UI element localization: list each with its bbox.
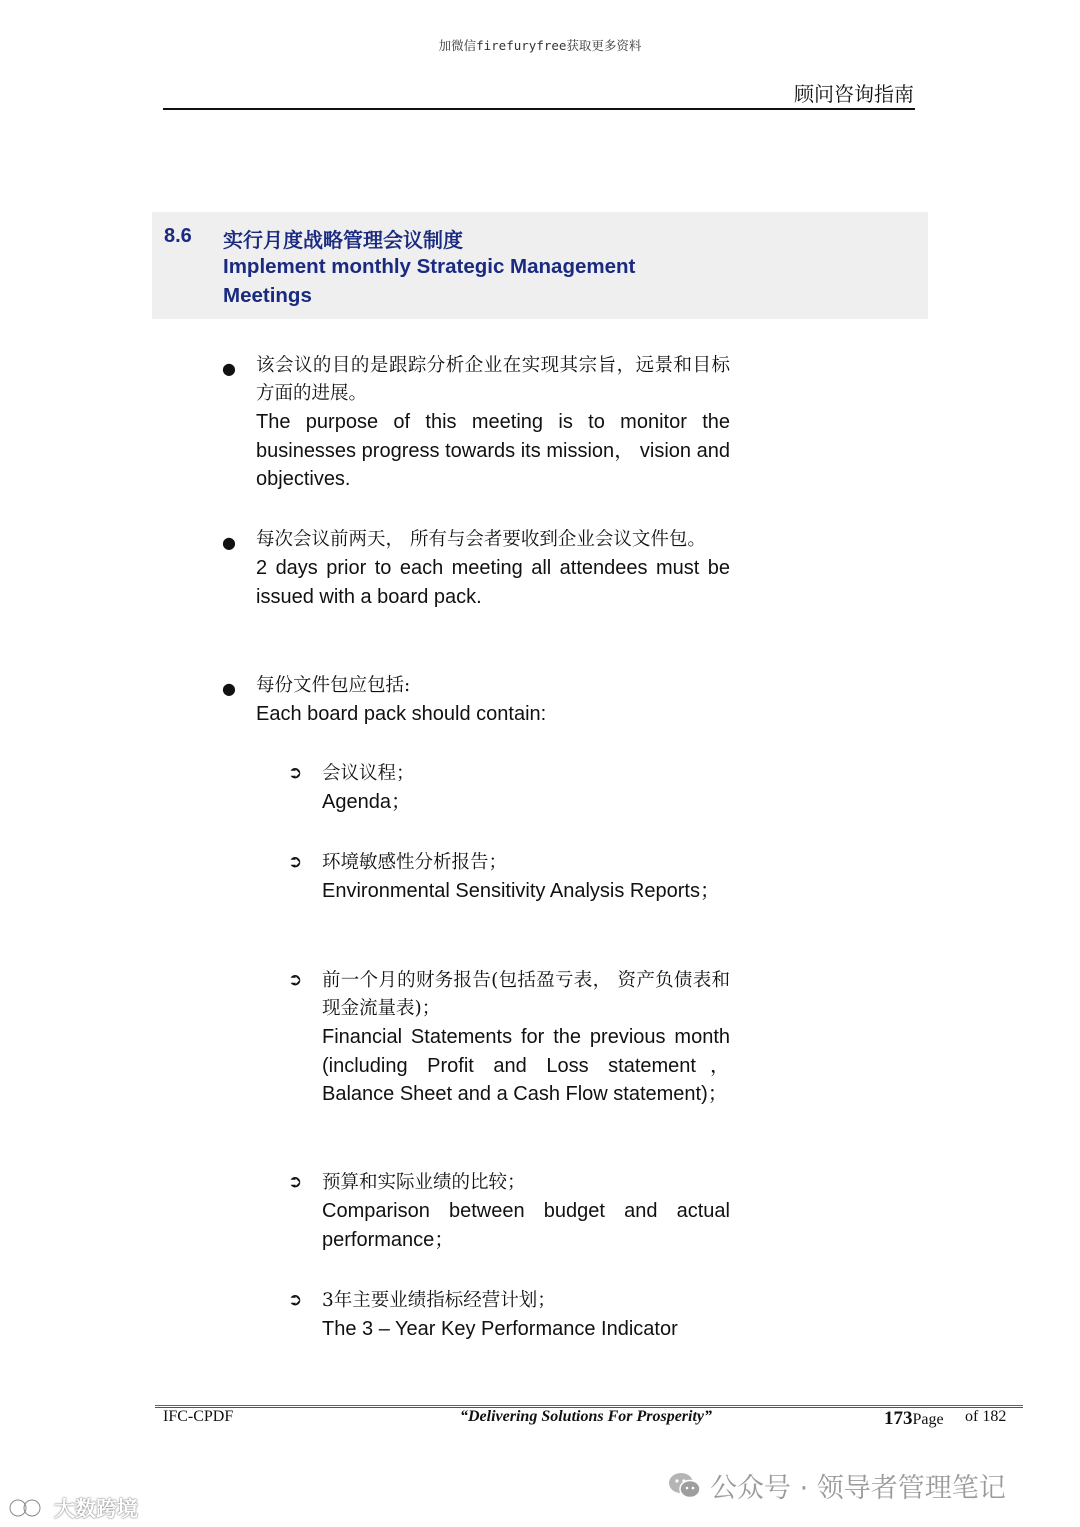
sub-item (322, 1287, 730, 1344)
arrow-right-icon: ➲ (288, 1172, 303, 1192)
sub-item-en: Comparison between budget and actual performance； (322, 1200, 730, 1251)
sub-item-cn: 环境敏感性分析报告； (322, 852, 508, 873)
footer-slogan: “Delivering Solutions For Prosperity” (460, 1408, 713, 1425)
page-total: of 182 (965, 1408, 1007, 1425)
bullet-item (256, 526, 730, 611)
arrow-right-icon: ➲ (288, 1290, 303, 1310)
bullet-dot-icon: ● (222, 359, 236, 378)
wechat-icon (668, 1471, 702, 1501)
arrow-right-icon: ➲ (288, 763, 303, 783)
section-title-cn: 实行月度战略管理会议制度 (223, 228, 463, 252)
footer-page (884, 1408, 944, 1430)
wechat-watermark (668, 1466, 1006, 1505)
bullet-text-cn: 每次会议前两天， 所有与会者要收到企业会议文件包。 (256, 529, 706, 550)
sub-item-cn: 3年主要业绩指标经营计划； (322, 1290, 556, 1311)
arrow-right-icon: ➲ (288, 852, 303, 872)
arrow-right-icon: ➲ (288, 970, 303, 990)
bullet-dot-icon: ● (222, 533, 236, 552)
corner-watermark (8, 1493, 138, 1523)
sub-item-en: Agenda； (322, 791, 411, 813)
brand-logo-icon (8, 1495, 50, 1521)
header-title: 顾问咨询指南 (794, 82, 914, 106)
section-title-en: Implement monthly Strategic Management Meetings (223, 255, 636, 307)
footer-doc-code: IFC-CPDF (163, 1408, 234, 1425)
section-number: 8.6 (164, 225, 192, 247)
bullet-dot-icon: ● (222, 679, 236, 698)
sub-item-cn: 预算和实际业绩的比较； (322, 1172, 526, 1193)
sub-item-cn: 会议议程； (322, 763, 415, 784)
sub-item-en: Environmental Sensitivity Analysis Reports； (322, 880, 720, 902)
page-number: 173 (884, 1408, 913, 1429)
bullet-text-en: The purpose of this meeting is to monitor the businesses progress towards its mission， vision and objectives. (256, 411, 730, 490)
sub-item (322, 849, 730, 906)
corner-label: 大数跨境 (54, 1497, 138, 1521)
top-watermark: 加微信firefuryfree获取更多资料 (438, 38, 642, 53)
bullet-item (256, 672, 730, 729)
sub-item (322, 1169, 730, 1254)
sub-item (322, 760, 730, 817)
sub-item-cn: 前一个月的财务报告(包括盈亏表， 资产负债表和现金流量表)； (322, 970, 730, 1019)
bullet-item (256, 352, 730, 494)
sub-item-en: Financial Statements for the previous month (including Profit and Loss statement， Balance Sheet and a Cash Flow statement)； (322, 1026, 730, 1105)
header-rule (163, 108, 915, 110)
bullet-text-cn: 该会议的目的是跟踪分析企业在实现其宗旨，远景和目标方面的进展。 (256, 355, 730, 404)
sub-item (322, 967, 730, 1109)
bullet-text-cn: 每份文件包应包括: (256, 675, 411, 696)
footer-rule (155, 1405, 1023, 1406)
bullet-text-en: Each board pack should contain: (256, 703, 547, 725)
bullet-text-en: 2 days prior to each meeting all attendees must be issued with a board pack. (256, 557, 730, 608)
page-label: Page (912, 1411, 944, 1428)
wechat-label: 公众号 · 领导者管理笔记 (710, 1473, 1006, 1504)
sub-item-en: The 3 – Year Key Performance Indicator (322, 1318, 678, 1340)
